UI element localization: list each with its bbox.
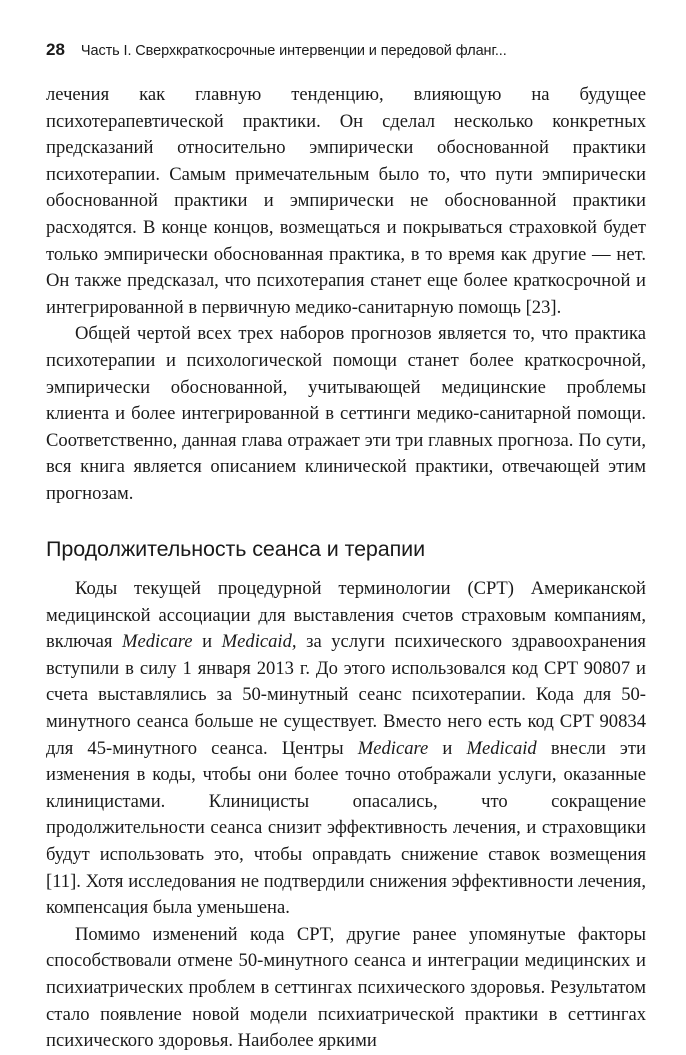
running-header-title: Часть I. Сверхкраткосрочные интервенции и передовой фланг...	[80, 43, 507, 59]
text-segment: и	[192, 631, 222, 653]
text-segment: и	[428, 737, 467, 759]
paragraph-cpt-codes	[46, 576, 646, 922]
italic-term-medicaid: Medicaid,	[221, 631, 297, 653]
paragraph-new-model: Помимо изменений кода CPT, другие ранее упомянутые факторы способствовали отмене 50-минутного сеанса и интеграции медицинских и психиатрических проблем в сеттингах психического здоровья. Результатом стало появление новой модели психиатрической практики в сеттингах психического здоровья. Наиболее яркими	[46, 923, 646, 1052]
running-header	[46, 40, 646, 60]
italic-term-medicare: Medicare	[122, 631, 193, 653]
paragraph-continuation: лечения как главную тенденцию, влияющую на будущее психотерапевтической практики. Он сделал несколько конкретных предсказаний относительно эмпирически обоснованной практики психотерапии. Самым примечательным было то, что пути эмпирически обоснованной практики и эмпирически не обоснованной практики расходятся. В конце концов, возмещаться и покрываться страховкой будет только эмпирически обоснованная практика, в то время как другие — нет. Он также предсказал, что психотерапия станет еще более краткосрочной и интегрированной в первичную медико-санитарную помощь [23].	[46, 84, 646, 318]
italic-term-medicaid: Medicaid	[466, 737, 537, 759]
text-segment: внесли эти изменения в коды, чтобы они более точно отображали услуги, оказанные клиницистами. Клиницисты опасались, что сокращение продолжительности сеанса снизит эффективность лечения, и страховщики будут использовать это, чтобы оправдать снижение ставок возмещения [11]. Хотя исследования не подтвердили снижения эффективности лечения, компенсация была уменьшена.	[46, 737, 646, 919]
section-heading: Продолжительность сеанса и терапии	[46, 536, 426, 561]
body-text	[46, 82, 646, 1055]
text-segment: за услуги психического здравоохранения вступили в силу 1 января 2013 г. До этого использовался код CPT 90807 и счета выставлялись за 50-минутный сеанс психотерапии. Кода для 50-минутного сеанса больше не существует. Вместо него есть код CPT 90834 для 45-минутного сеанса. Центры	[46, 631, 646, 759]
page-number: 28	[46, 40, 65, 59]
paragraph-forecasts: Общей чертой всех трех наборов прогнозов является то, что практика психотерапии и психологической помощи станет более краткосрочной, эмпирически обоснованной, учитывающей медицинские проблемы клиента и более интегрированной в сеттинги медико-санитарной помощи. Соответственно, данная глава отражает эти три главных прогноза. По сути, вся книга является описанием клинической практики, отвечающей этим прогнозам.	[46, 323, 646, 504]
italic-term-medicare: Medicare	[357, 737, 429, 759]
book-page	[46, 40, 646, 1055]
text-segment: Коды текущей процедурной терминологии (CPT) Американской медицинской ассоциации для выставления счетов страховым компаниям, включая	[46, 578, 646, 653]
